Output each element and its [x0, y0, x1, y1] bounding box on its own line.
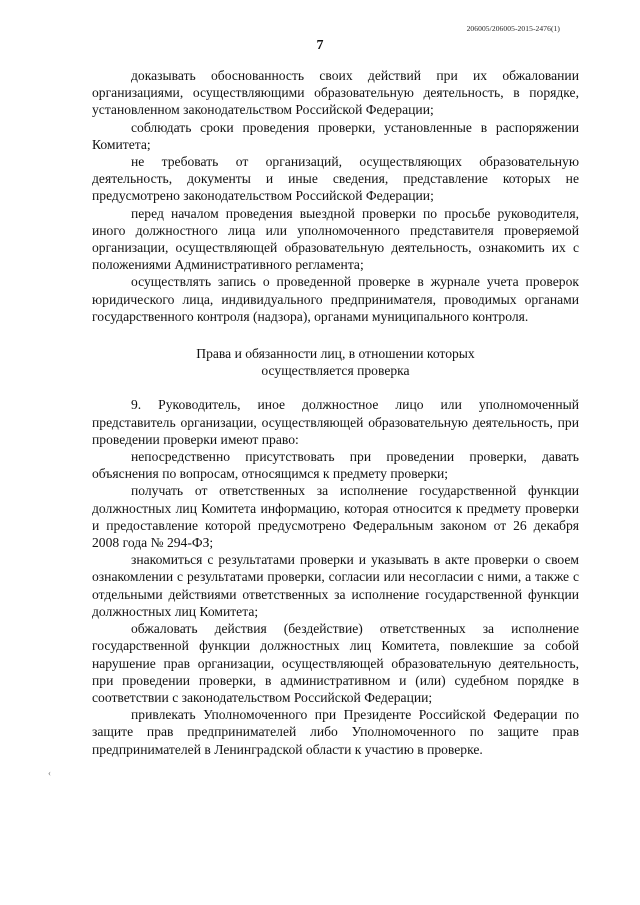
paragraph: непосредственно присутствовать при проведении проверки, давать объяснения по вопросам, относящимся к предмету проверки;: [92, 449, 579, 482]
paragraph: соблюдать сроки проведения проверки, установленные в распоряжении Комитета;: [92, 119, 579, 152]
document-reference-number: 206005/206005-2015-2476(1): [466, 24, 560, 33]
paragraph: получать от ответственных за исполнение государственной функции должностных лиц Комитета информацию, которая относится к предмету проверки и предоставление которой предусмотрено Федеральным законом от 26 декабря 2008 года № 294-ФЗ;: [92, 483, 579, 551]
section-heading: [92, 345, 579, 379]
paragraph: знакомиться с результатами проверки и указывать в акте проверки о своем ознакомлении с результатами проверки, согласии или несогласии с ними, а также с отдельными действиями ответственных за исполнение государственной функции должностных лиц Комитета;: [92, 552, 579, 619]
document-body: [92, 67, 579, 758]
paragraph: не требовать от организаций, осуществляющих образовательную деятельность, документы и иные сведения, представление которых не предусмотрено законодательством Российской Федерации;: [92, 154, 579, 204]
margin-mark: ‹: [48, 768, 51, 778]
paragraph: 9. Руководитель, иное должностное лицо или уполномоченный представитель организации, осуществляющей образовательную деятельность, при проведении проверки имеют право:: [92, 397, 579, 447]
section-heading-line: Права и обязанности лиц, в отношении которых: [196, 346, 475, 362]
section-heading-line: осуществляется проверка: [261, 363, 410, 379]
paragraph: осуществлять запись о проведенной проверке в журнале учета проверок юридического лица, индивидуального предпринимателя, проводимых органами государственного контроля (надзора), органами муниципального контроля.: [92, 274, 579, 324]
paragraph: обжаловать действия (бездействие) ответственных за исполнение государственной функции должностных лиц Комитета, повлекшие за собой нарушение прав организации, осуществляющей образовательную деятельность, при проведении проверки, в административном и (или) судебном порядке в соответствии с законодательством Российской Федерации;: [92, 621, 579, 705]
paragraph: перед началом проведения выездной проверки по просьбе руководителя, иного должностного лица или уполномоченного представителя проверяемой организации, осуществляющей образовательную деятельность, ознакомить их с положениями Административного регламента;: [92, 205, 579, 273]
page-number: 7: [316, 38, 324, 53]
paragraph: доказывать обоснованность своих действий при их обжаловании организациями, осуществляющими образовательную деятельность, в порядке, установленном законодательством Российской Федерации;: [92, 68, 579, 118]
paragraph: привлекать Уполномоченного при Президенте Российской Федерации по защите прав предпринимателей либо Уполномоченного по защите прав предпринимателей в Ленинградской области к участию в проверке.: [92, 707, 579, 757]
